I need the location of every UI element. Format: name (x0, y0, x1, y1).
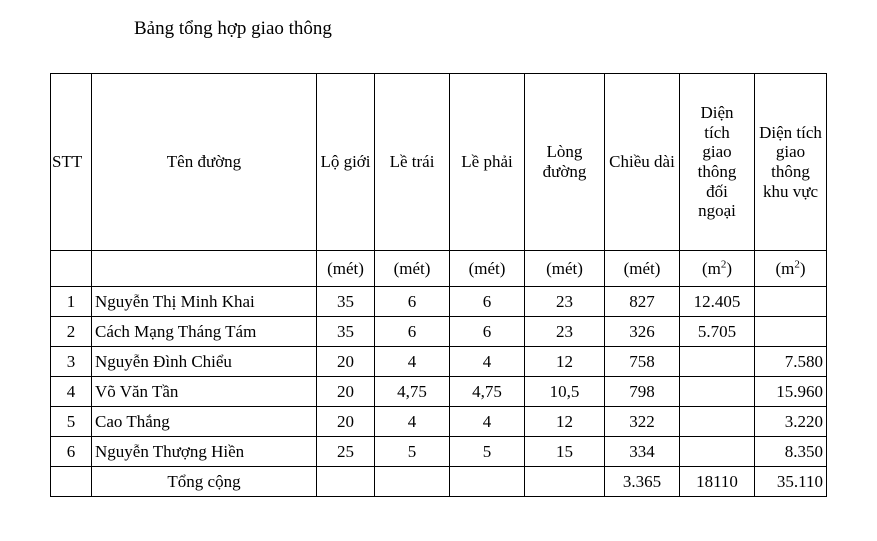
cell-dt-khu-vuc: 8.350 (755, 437, 827, 467)
traffic-summary-table (50, 73, 827, 497)
cell-chieu-dai: 326 (605, 317, 680, 347)
table-row (51, 437, 827, 467)
cell-lo-gioi: 35 (317, 317, 375, 347)
table-row (51, 317, 827, 347)
cell-stt: 1 (51, 287, 92, 317)
header-ten-duong: Tên đường (92, 74, 317, 251)
header-le-phai: Lề phải (450, 74, 525, 251)
header-dt-khu-vuc: Diện tích giao thông khu vực (755, 74, 827, 251)
header-le-trai: Lề trái (375, 74, 450, 251)
cell-dt-doi-ngoai: 12.405 (680, 287, 755, 317)
unit-stt (51, 251, 92, 287)
cell-le-trai: 4 (375, 407, 450, 437)
cell-le-phai: 6 (450, 287, 525, 317)
cell-lo-gioi: 20 (317, 407, 375, 437)
cell-dt-khu-vuc: 15.960 (755, 377, 827, 407)
cell-ten-duong: Võ Văn Tần (92, 377, 317, 407)
cell-chieu-dai: 758 (605, 347, 680, 377)
header-long-duong: Lòng đường (525, 74, 605, 251)
unit-dt-khu-vuc (755, 251, 827, 287)
cell-stt: 4 (51, 377, 92, 407)
total-lo-gioi (317, 467, 375, 497)
cell-le-trai: 6 (375, 317, 450, 347)
cell-dt-khu-vuc (755, 287, 827, 317)
cell-dt-doi-ngoai (680, 437, 755, 467)
unit-dt-khu-vuc-sup: 2 (794, 258, 800, 271)
cell-le-trai: 5 (375, 437, 450, 467)
unit-dt-khu-vuc-close: ) (799, 258, 806, 278)
cell-ten-duong: Nguyễn Thượng Hiền (92, 437, 317, 467)
total-long-duong (525, 467, 605, 497)
cell-stt: 5 (51, 407, 92, 437)
header-dt-doi-ngoai: Diện tích giao thông đối ngoại (680, 74, 755, 251)
table-row (51, 347, 827, 377)
table-row (51, 287, 827, 317)
cell-le-trai: 4,75 (375, 377, 450, 407)
total-label: Tổng cộng (92, 467, 317, 497)
cell-dt-doi-ngoai: 5.705 (680, 317, 755, 347)
cell-dt-khu-vuc: 3.220 (755, 407, 827, 437)
unit-dt-khu-vuc-base: (m (775, 258, 795, 278)
cell-long-duong: 12 (525, 407, 605, 437)
cell-ten-duong: Nguyễn Thị Minh Khai (92, 287, 317, 317)
unit-dt-doi-ngoai-sup: 2 (720, 258, 727, 271)
cell-le-phai: 4,75 (450, 377, 525, 407)
cell-dt-doi-ngoai (680, 347, 755, 377)
cell-le-phai: 4 (450, 347, 525, 377)
total-stt (51, 467, 92, 497)
unit-row (51, 251, 827, 287)
unit-long-duong: (mét) (525, 251, 605, 287)
cell-le-phai: 4 (450, 407, 525, 437)
total-row (51, 467, 827, 497)
cell-le-phai: 6 (450, 317, 525, 347)
cell-stt: 2 (51, 317, 92, 347)
unit-ten (92, 251, 317, 287)
cell-ten-duong: Cách Mạng Tháng Tám (92, 317, 317, 347)
unit-le-trai: (mét) (375, 251, 450, 287)
total-dt-doi-ngoai: 18110 (680, 467, 755, 497)
header-stt: STT (51, 74, 92, 251)
cell-lo-gioi: 20 (317, 347, 375, 377)
cell-lo-gioi: 25 (317, 437, 375, 467)
unit-dt-doi-ngoai-base: (m (701, 258, 721, 278)
unit-dt-doi-ngoai-close: ) (726, 258, 733, 278)
total-chieu-dai: 3.365 (605, 467, 680, 497)
unit-chieu-dai: (mét) (605, 251, 680, 287)
cell-dt-khu-vuc: 7.580 (755, 347, 827, 377)
cell-chieu-dai: 334 (605, 437, 680, 467)
unit-lo-gioi: (mét) (317, 251, 375, 287)
cell-le-trai: 6 (375, 287, 450, 317)
total-dt-khu-vuc: 35.110 (755, 467, 827, 497)
cell-ten-duong: Nguyễn Đình Chiểu (92, 347, 317, 377)
unit-le-phai: (mét) (450, 251, 525, 287)
total-le-phai (450, 467, 525, 497)
cell-dt-doi-ngoai (680, 377, 755, 407)
cell-stt: 3 (51, 347, 92, 377)
unit-dt-doi-ngoai (680, 251, 755, 287)
cell-chieu-dai: 798 (605, 377, 680, 407)
cell-dt-doi-ngoai (680, 407, 755, 437)
cell-dt-khu-vuc (755, 317, 827, 347)
cell-long-duong: 23 (525, 287, 605, 317)
cell-le-phai: 5 (450, 437, 525, 467)
total-le-trai (375, 467, 450, 497)
header-lo-gioi: Lộ giới (317, 74, 375, 251)
cell-long-duong: 23 (525, 317, 605, 347)
cell-lo-gioi: 20 (317, 377, 375, 407)
cell-ten-duong: Cao Thắng (92, 407, 317, 437)
page-title: Bảng tổng hợp giao thông (134, 18, 332, 39)
cell-le-trai: 4 (375, 347, 450, 377)
cell-lo-gioi: 35 (317, 287, 375, 317)
header-chieu-dai: Chiều dài (605, 74, 680, 251)
table-row (51, 407, 827, 437)
cell-chieu-dai: 827 (605, 287, 680, 317)
header-row (51, 74, 827, 251)
cell-long-duong: 10,5 (525, 377, 605, 407)
table-row (51, 377, 827, 407)
cell-long-duong: 15 (525, 437, 605, 467)
cell-long-duong: 12 (525, 347, 605, 377)
cell-chieu-dai: 322 (605, 407, 680, 437)
cell-stt: 6 (51, 437, 92, 467)
